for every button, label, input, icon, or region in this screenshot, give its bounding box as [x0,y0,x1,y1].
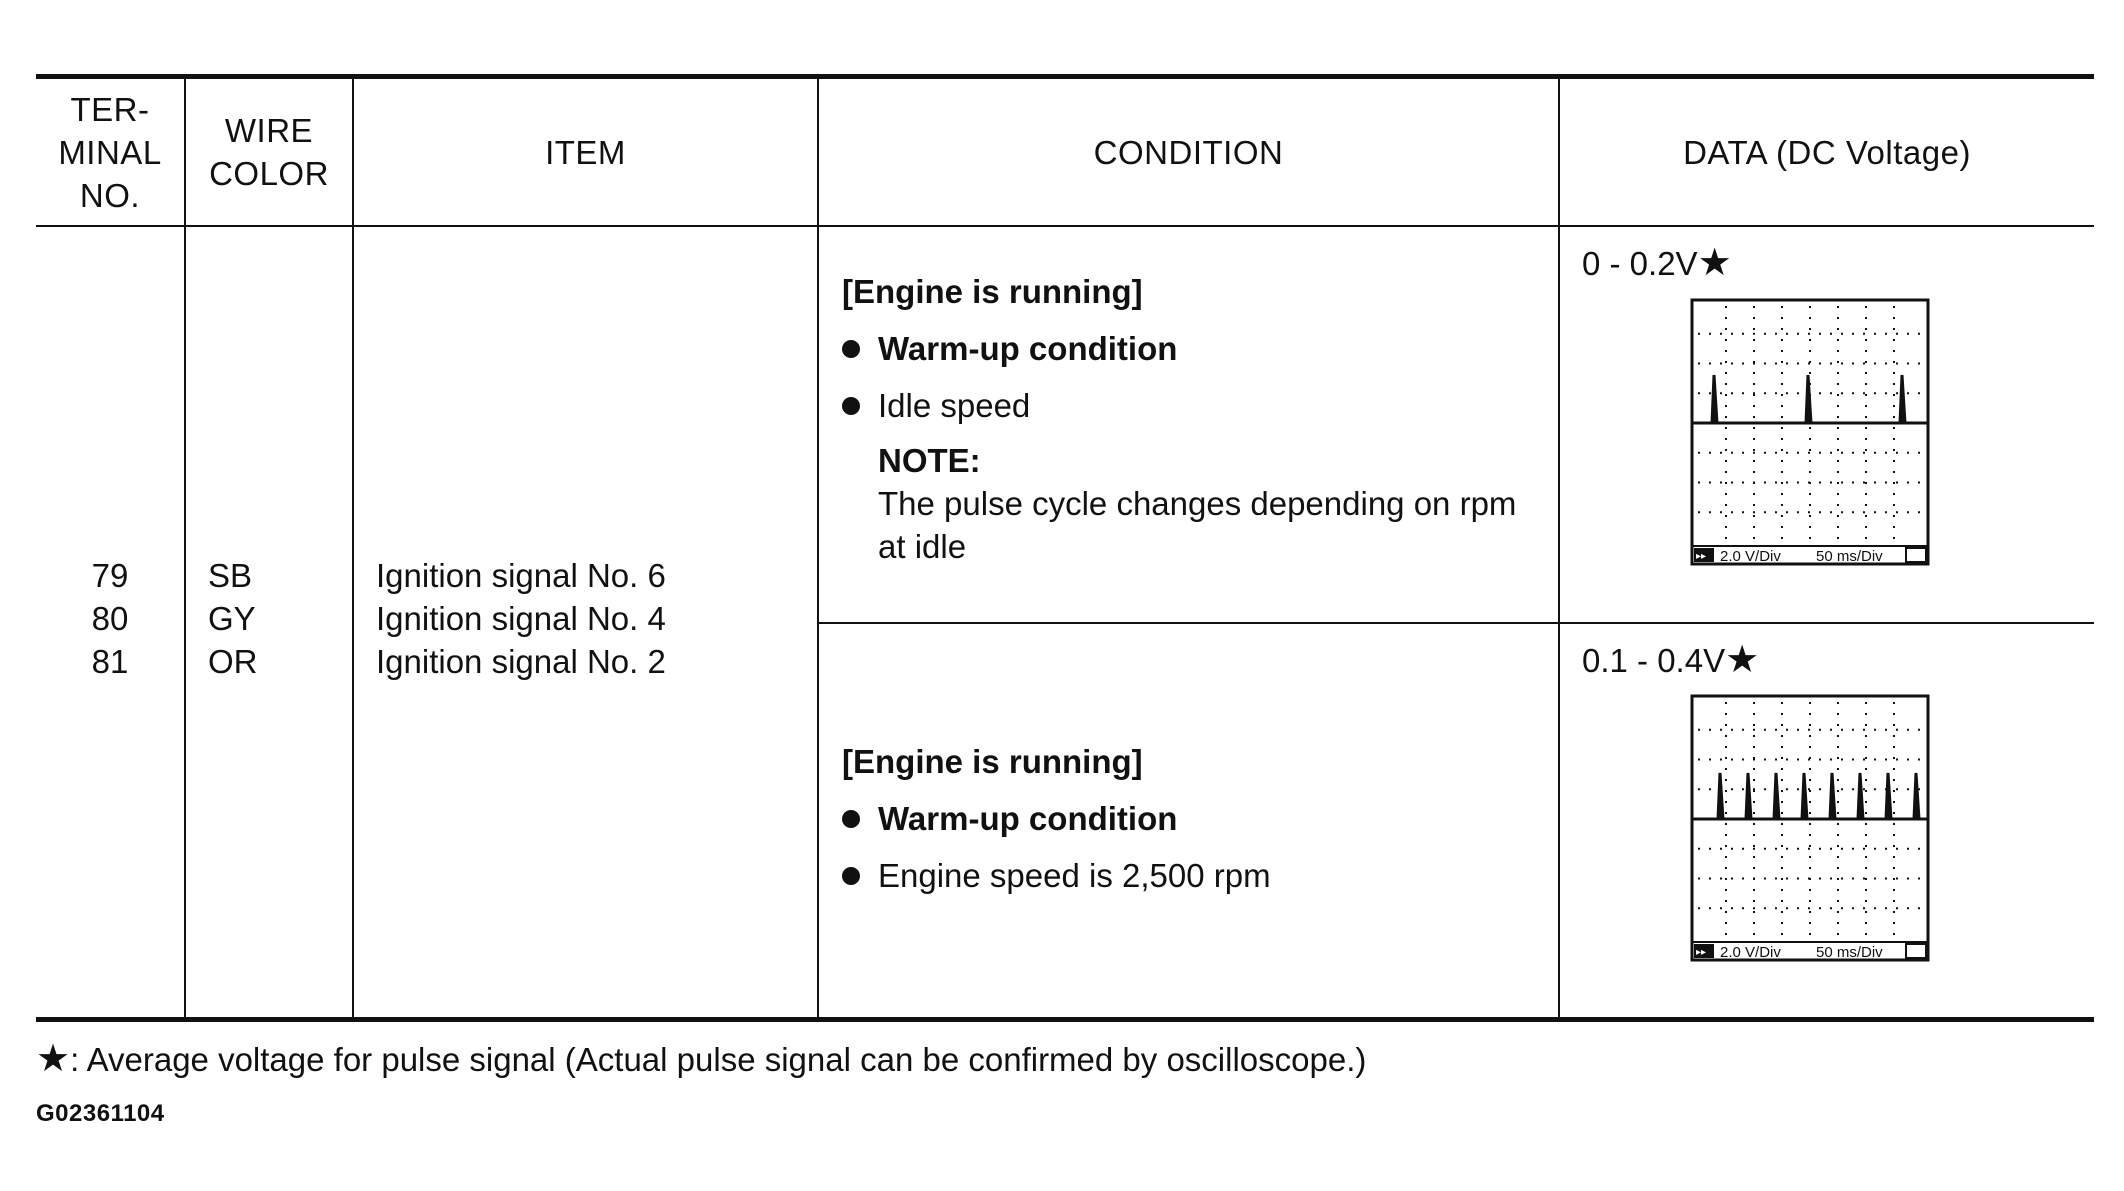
scope-time-per-div: 50 ms/Div [1816,944,1883,961]
bullet-engine-speed: Engine speed is 2,500 rpm [842,854,1271,897]
scope-ffwd-glyph: ▸▸ [1696,947,1707,958]
bullet-idle-speed: Idle speed [842,384,1516,427]
table-bottom-border [36,1017,2094,1022]
scope-volts-per-div: 2.0 V/Div [1720,944,1781,961]
oscilloscope-waveform-2500rpm [1690,694,1930,962]
header-condition: CONDITION [1093,133,1284,171]
terminal-numbers [36,554,184,683]
wire-color-sb: SB [208,557,253,594]
wire-color-or: OR [208,643,258,680]
oscilloscope-waveform-idle [1690,298,1930,566]
bullet-icon [842,867,860,885]
terminal-81: 81 [91,643,129,680]
note-line-2: at idle [878,528,967,565]
header-wire-color: WIRE COLOR [209,112,329,192]
star-icon: ★ [1725,639,1760,681]
condition-title: [Engine is running] [842,743,1143,780]
note-block [878,439,1516,568]
bullet-icon [842,397,860,415]
scope-time-per-div: 50 ms/Div [1816,548,1883,565]
header-terminal-no: TER- MINAL NO. [58,90,162,214]
header-data-dc-voltage: DATA (DC Voltage) [1683,133,1971,171]
wire-color-gy: GY [208,600,256,637]
terminal-80: 80 [91,600,129,637]
footnote-text: : Average voltage for pulse signal (Actual pulse signal can be confirmed by oscilloscope.) [70,1041,1367,1078]
item-ignition-signal-2: Ignition signal No. 2 [376,643,666,680]
item-list [376,554,666,683]
condition-idle [842,270,1516,568]
voltage-idle: 0 - 0.2V★ [1582,242,1732,284]
bullet-warm-up: Warm-up condition [842,797,1271,840]
condition-row-divider [819,622,2094,624]
voltage-2500rpm: 0.1 - 0.4V★ [1582,639,1760,681]
footnote [36,1036,1366,1081]
star-icon: ★ [36,1038,71,1080]
item-ignition-signal-6: Ignition signal No. 6 [376,557,666,594]
star-icon: ★ [1697,242,1732,284]
condition-title: [Engine is running] [842,273,1143,310]
note-title: NOTE: [878,442,981,479]
scope-box-icon [1906,548,1926,562]
condition-2500rpm [842,740,1271,897]
bullet-icon [842,810,860,828]
terminal-79: 79 [91,557,129,594]
header-item: ITEM [545,133,626,171]
wire-colors [208,554,258,683]
figure-id: G02361104 [36,1100,165,1127]
scope-box-icon [1906,944,1926,958]
bullet-icon [842,340,860,358]
note-line-1: The pulse cycle changes depending on rpm [878,485,1517,522]
scope-ffwd-glyph: ▸▸ [1696,551,1707,562]
item-ignition-signal-4: Ignition signal No. 4 [376,600,666,637]
bullet-warm-up: Warm-up condition [842,327,1516,370]
scope-volts-per-div: 2.0 V/Div [1720,548,1781,565]
